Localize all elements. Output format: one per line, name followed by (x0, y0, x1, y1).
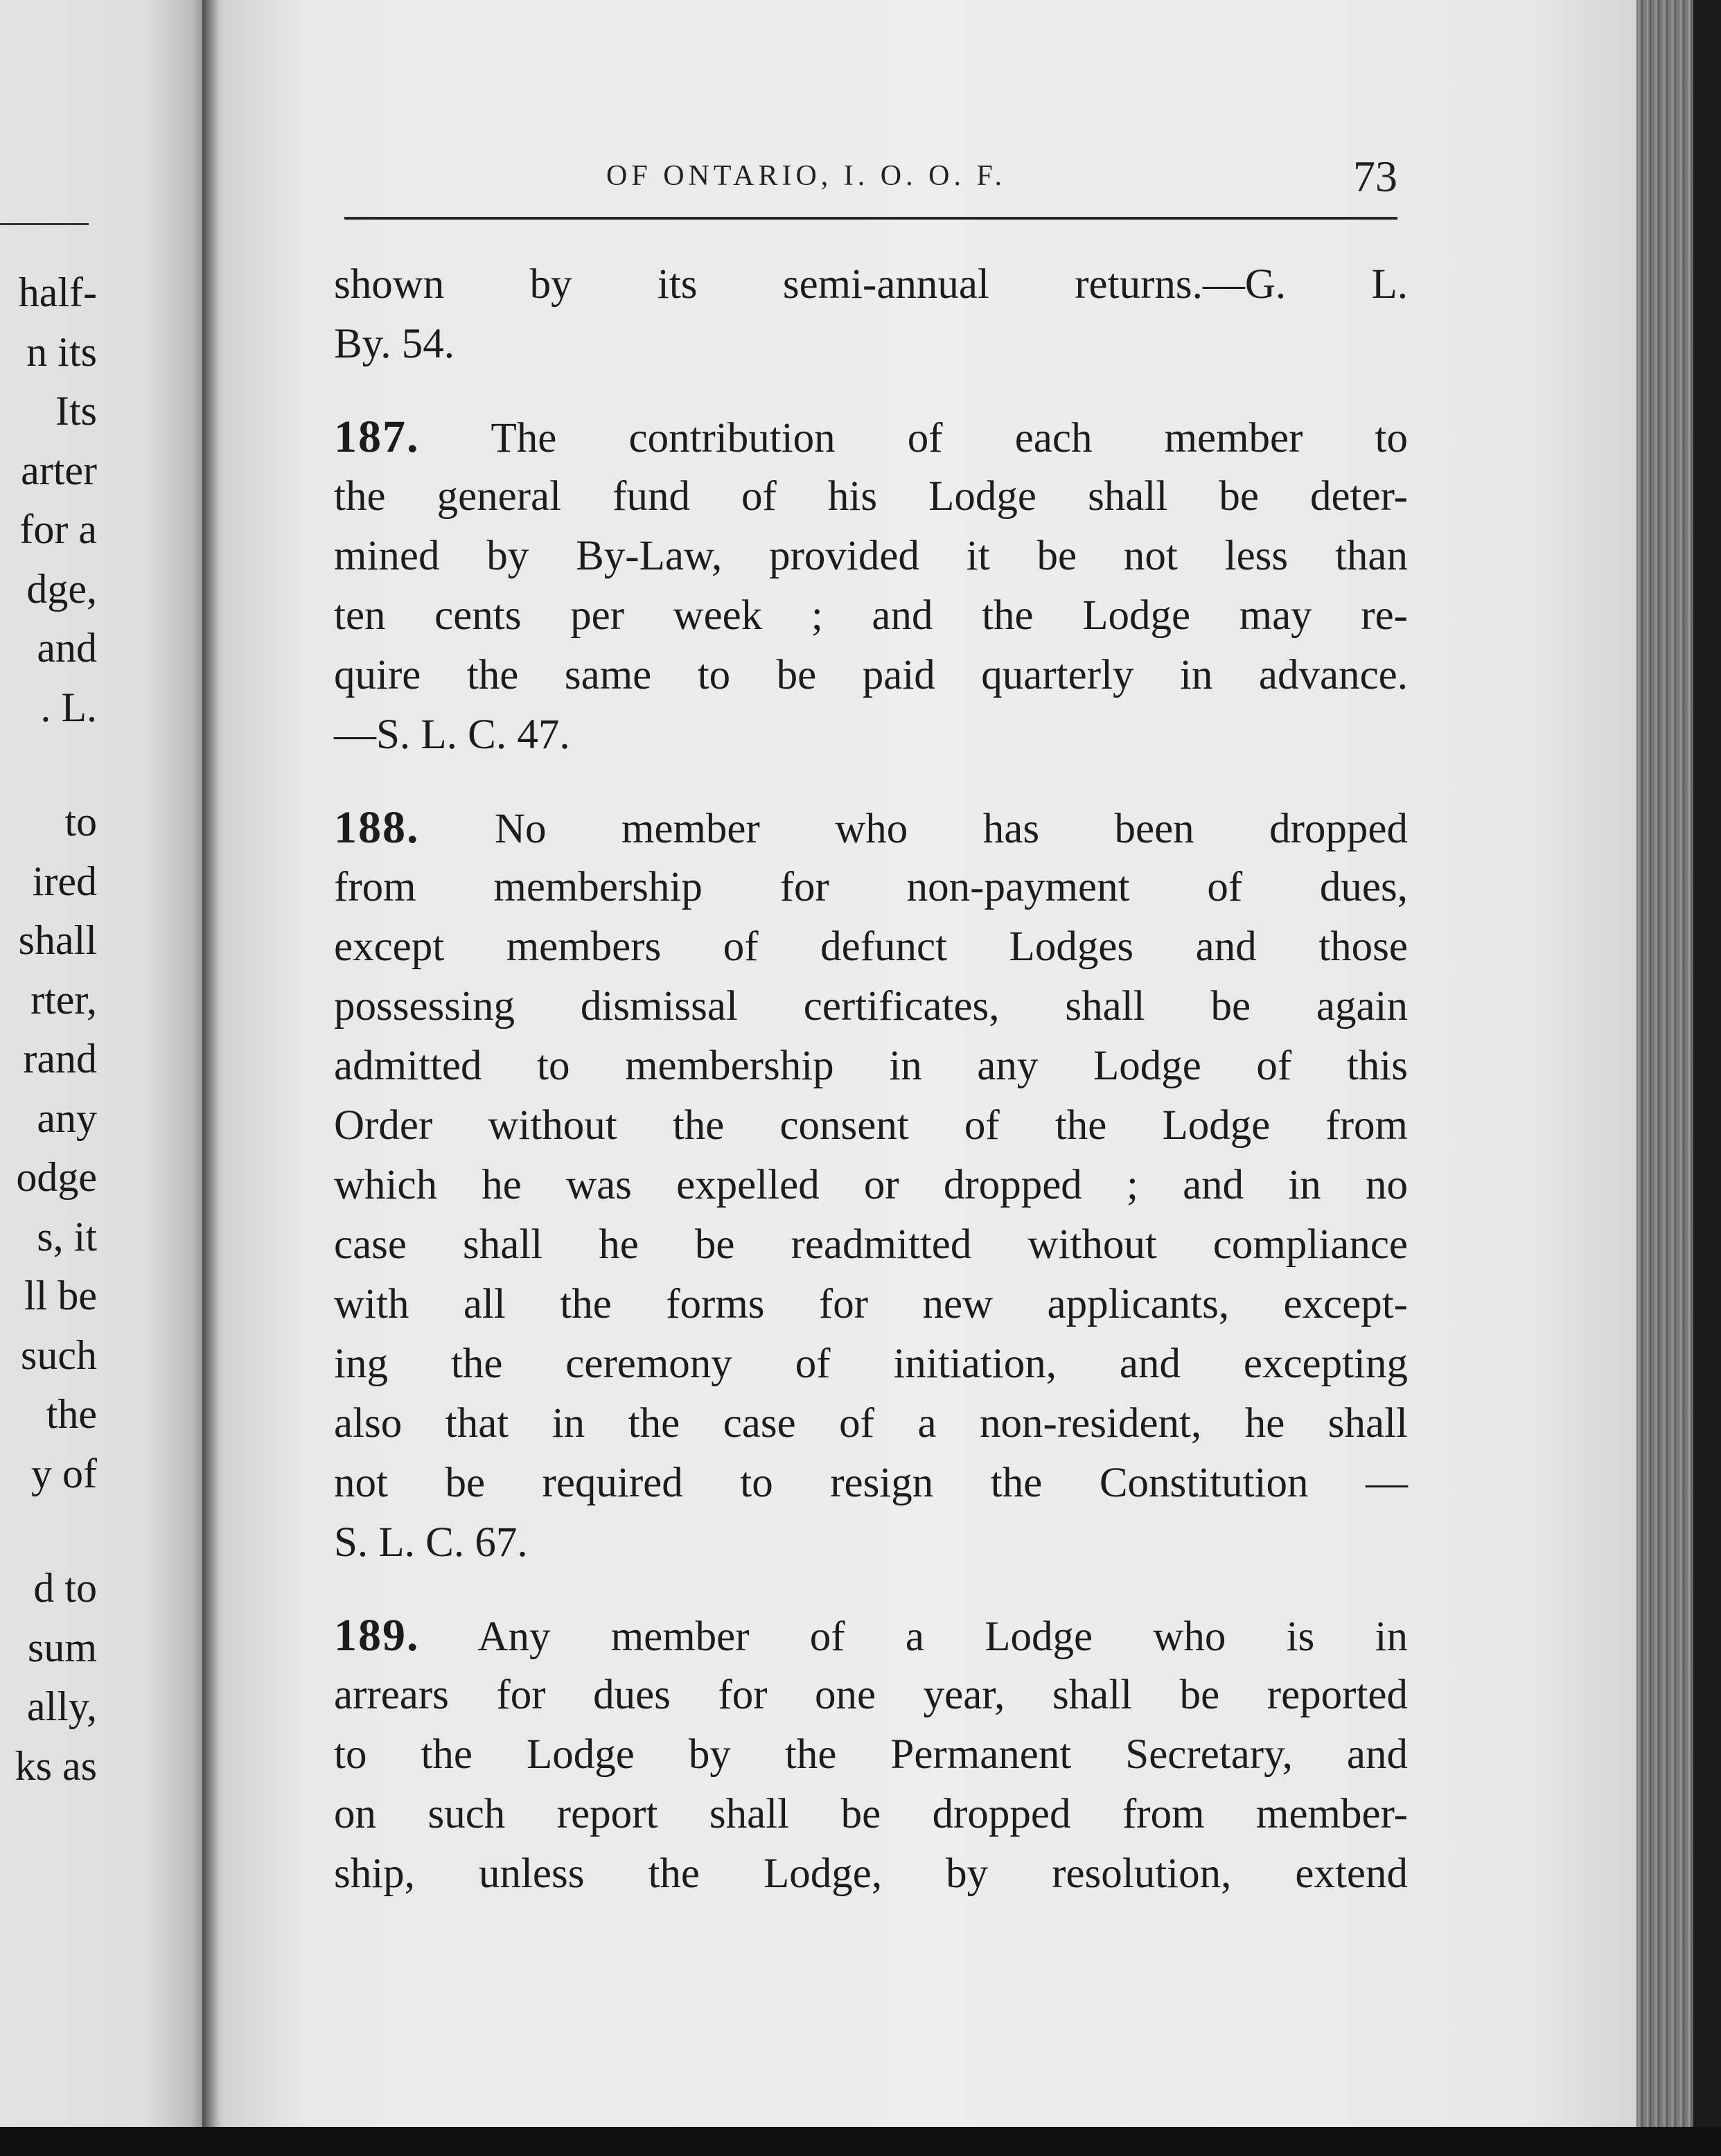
text-line: —S. L. C. 47. (334, 712, 570, 758)
left-page-line: odge (16, 1154, 97, 1200)
body-text (334, 255, 1408, 1904)
running-header (339, 154, 1403, 209)
left-page-line: such (21, 1332, 97, 1378)
section-number: 189. (334, 1610, 420, 1661)
left-page-line: s, it (37, 1213, 97, 1260)
text-line (334, 407, 1408, 467)
left-page-line: for a (19, 506, 97, 552)
left-page-line: half- (18, 270, 97, 315)
text-fragment: No member who has been dropped (494, 806, 1408, 852)
section-number: 187. (334, 412, 420, 462)
left-page-line: arter (21, 447, 97, 493)
left-page-line (0, 737, 97, 793)
running-title: OF ONTARIO, I. O. O. F. (606, 160, 1006, 192)
left-page-line: rand (23, 1036, 97, 1081)
left-page-line: any (37, 1095, 97, 1141)
text-line: arrears for dues for one year, shall be reported (334, 1672, 1408, 1718)
section-188 (334, 798, 1408, 1573)
left-header-rule (0, 223, 89, 225)
left-page-line: shall (18, 917, 97, 963)
text-line (334, 798, 1408, 858)
left-page-line: and (37, 625, 97, 671)
left-page-line: sum (27, 1624, 97, 1670)
text-line: not be required to resign the Constitution — (334, 1460, 1408, 1506)
section-number: 188. (334, 802, 420, 853)
text-line: on such report shall be dropped from member- (334, 1791, 1408, 1837)
left-page-line: ired (32, 858, 97, 904)
left-page-line: the (46, 1391, 97, 1437)
left-page-line: d to (33, 1565, 97, 1611)
text-line: case shall he be readmitted without compliance (334, 1221, 1408, 1268)
text-line: also that in the case of a non-resident, he shall (334, 1400, 1408, 1447)
section-189 (334, 1606, 1408, 1904)
text-line: from membership for non-payment of dues, (334, 864, 1408, 910)
text-line: ten cents per week ; and the Lodge may re- (334, 592, 1408, 639)
left-page-line: ll be (24, 1273, 97, 1318)
text-line (334, 1606, 1408, 1665)
left-page-line (0, 1503, 97, 1559)
book-gutter (202, 0, 224, 2127)
left-page-line: ks as (15, 1742, 97, 1789)
text-line: with all the forms for new applicants, except- (334, 1281, 1408, 1327)
text-line: Order without the consent of the Lodge from (334, 1102, 1408, 1149)
text-line: admitted to membership in any Lodge of this (334, 1043, 1408, 1089)
text-line: mined by By-Law, provided it be not less than (334, 533, 1408, 579)
text-fragment: The contribution of each member to (491, 415, 1409, 461)
left-page-fragment (0, 0, 208, 2127)
left-page-line: y of (31, 1450, 97, 1496)
page-number: 73 (1353, 152, 1397, 201)
text-fragment: Any member of a Lodge who is in (477, 1614, 1408, 1660)
left-page-line: ally, (26, 1684, 97, 1729)
left-page-line: Its (55, 388, 97, 434)
text-line: ship, unless the Lodge, by resolution, extend (334, 1850, 1408, 1897)
section-187 (334, 407, 1408, 765)
left-page-line: dge, (26, 565, 97, 612)
left-page-line: . L. (40, 684, 97, 730)
left-page-text (0, 263, 97, 1796)
text-line: ing the ceremony of initiation, and excepting (334, 1341, 1408, 1387)
text-line: By. 54. (334, 321, 454, 367)
text-line: except members of defunct Lodges and those (334, 924, 1408, 970)
text-line: S. L. C. 67. (334, 1519, 528, 1566)
page-edges (1636, 0, 1721, 2156)
text-line: quire the same to be paid quarterly in advance. (334, 652, 1408, 698)
header-rule (344, 217, 1397, 220)
left-page-line: n its (26, 328, 97, 375)
left-page-line: to (64, 799, 97, 845)
text-line: to the Lodge by the Permanent Secretary, and (334, 1731, 1408, 1778)
text-line: the general fund of his Lodge shall be deter- (334, 473, 1408, 520)
text-line: shown by its semi-annual returns.—G. L. (334, 261, 1408, 308)
text-line: which he was expelled or dropped ; and in no (334, 1162, 1408, 1208)
left-page-line: rter, (30, 976, 97, 1023)
continuation-paragraph (334, 255, 1408, 374)
scan-border (0, 2127, 1721, 2156)
text-line: possessing dismissal certificates, shall be again (334, 983, 1408, 1030)
